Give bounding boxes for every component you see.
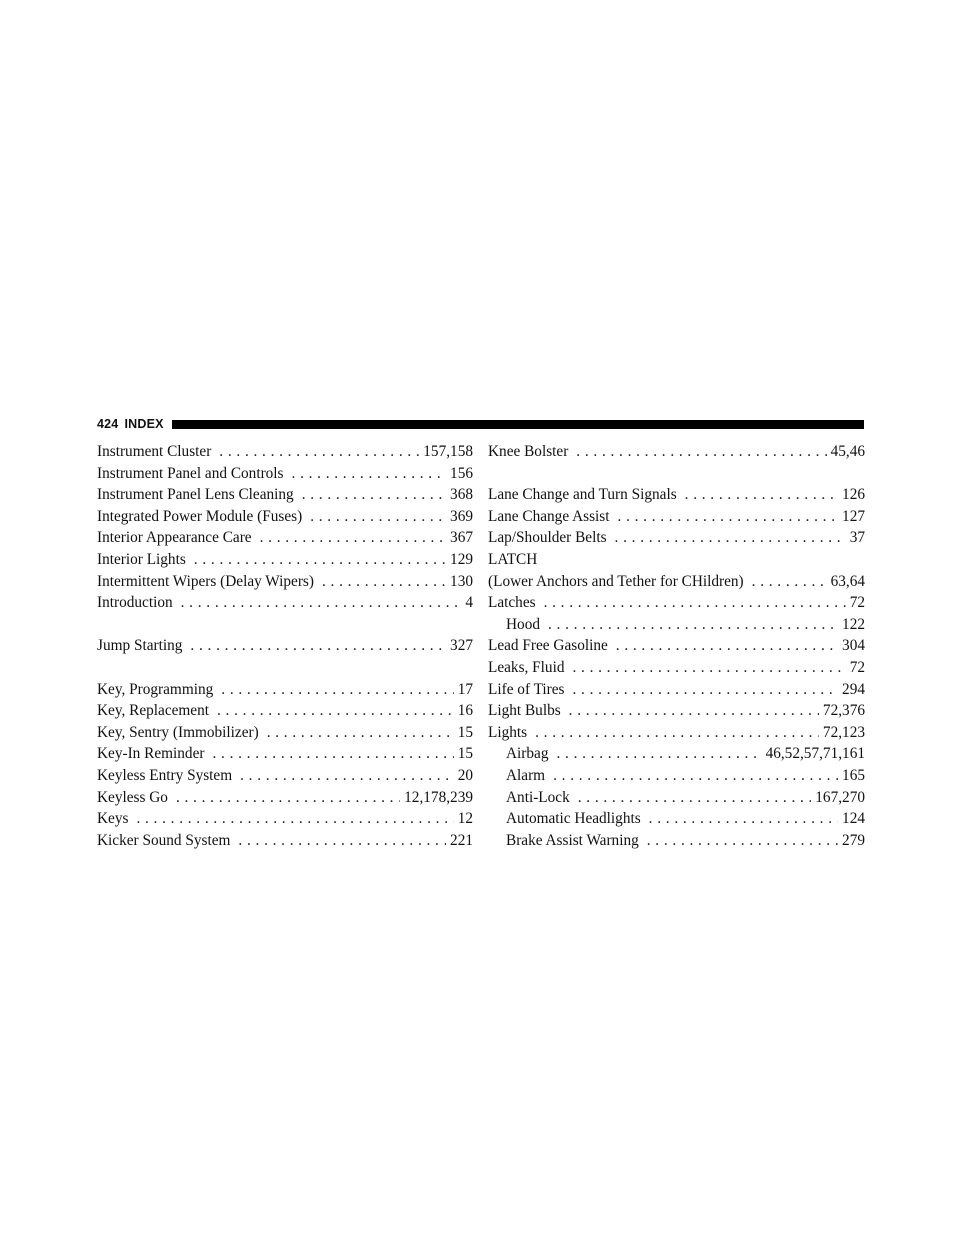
index-column-right [488, 441, 865, 851]
index-entry: Lap/Shoulder Belts . . . 37 [488, 527, 865, 549]
index-heading: LATCH [488, 550, 538, 568]
index-entry: Key-In Reminder . . . 15 [97, 743, 473, 765]
index-entry: Instrument Panel Lens Cleaning . . . 368 [97, 484, 473, 506]
page-number: 424 [97, 417, 119, 431]
index-subentry: Automatic Headlights . . . 124 [488, 808, 865, 830]
index-subentry: Airbag . . . 46,52,57,71,161 [488, 743, 865, 765]
index-entry: Lane Change and Turn Signals . . . 126 [488, 484, 865, 506]
index-subentry: Anti-Lock . . . 167,270 [488, 787, 865, 809]
index-entry: Key, Programming . . . 17 [97, 679, 473, 701]
index-entry: Kicker Sound System . . . 221 [97, 830, 473, 852]
index-entry: Life of Tires . . . 294 [488, 679, 865, 701]
index-entry: Jump Starting . . . 327 [97, 635, 473, 657]
index-entry: Key, Replacement . . . 16 [97, 700, 473, 722]
index-entry: (Lower Anchors and Tether for CHildren) . . . 63,64 [488, 571, 865, 593]
index-entry: Lane Change Assist . . . 127 [488, 506, 865, 528]
index-entry: Light Bulbs . . . 72,376 [488, 700, 865, 722]
index-subentry: Brake Assist Warning . . . 279 [488, 830, 865, 852]
index-subentry: Alarm . . . 165 [488, 765, 865, 787]
index-entry: Leaks, Fluid . . . 72 [488, 657, 865, 679]
index-entry: Lead Free Gasoline . . . 304 [488, 635, 865, 657]
index-entry: Keys . . . 12 [97, 808, 473, 830]
page-header [97, 416, 864, 432]
index-entry: Lights . . . 72,123 [488, 722, 865, 744]
index-entry: Keyless Go . . . 12,178,239 [97, 787, 473, 809]
section-title: INDEX [124, 417, 164, 431]
index-entry: Interior Lights . . . 129 [97, 549, 473, 571]
index-entry: Knee Bolster . . . 45,46 [488, 441, 865, 463]
index-entry: Key, Sentry (Immobilizer) . . . 15 [97, 722, 473, 744]
index-subentry: Hood . . . 122 [488, 614, 865, 636]
index-entry: Integrated Power Module (Fuses) . . . 369 [97, 506, 473, 528]
index-entry: Keyless Entry System . . . 20 [97, 765, 473, 787]
index-entry: Instrument Cluster . . . 157,158 [97, 441, 473, 463]
index-column-left [97, 441, 473, 851]
header-rule [172, 420, 864, 429]
index-entry: Interior Appearance Care . . . 367 [97, 527, 473, 549]
index-entry: Instrument Panel and Controls . . . 156 [97, 463, 473, 485]
index-entry: Introduction . . . 4 [97, 592, 473, 614]
index-entry: Latches . . . 72 [488, 592, 865, 614]
index-entry: Intermittent Wipers (Delay Wipers) . . . 130 [97, 571, 473, 593]
